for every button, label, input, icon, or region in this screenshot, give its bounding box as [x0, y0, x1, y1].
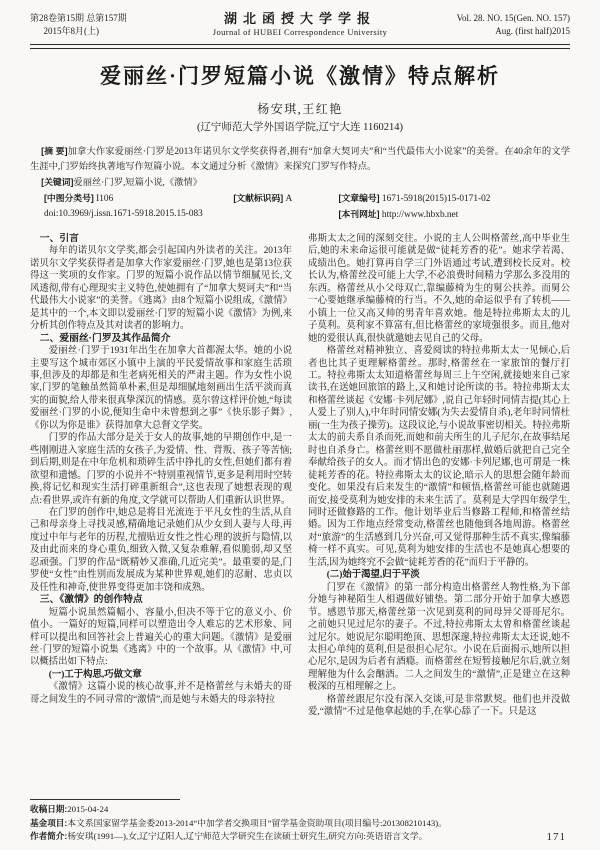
- journal-website: [本刊网址] http://www.hbxb.net: [338, 209, 459, 220]
- subsection-heading-2: (二)始于渴望,归于平淡: [326, 570, 420, 581]
- paragraph: 门罗在《激情》的第一部分构造出格蕾丝人物性格,为下部分她与神秘陌生人相遇做好铺垫。第二部分开始于加拿大感恩节。感恩节那天,格蕾丝第一次见到莫利的同母异父哥哥尼尔。之前她只见过尼尔的妻子。不过,特拉弗斯太太曾和格蕾丝谈起过尼尔。她说尼尔聪明绝顶、思想深邃,特拉弗斯太太还说,她不太担心单纯的莫利,但是很担心尼尔。小说在后面揭示,她所以担心尼尔,是因为后者有酒瘾。而格蕾丝在短暂接触尼尔后,就立刻理解他为什么会酗酒。二人之间发生的“激情”,正是建立在这种极深的互相理解之上。: [308, 582, 570, 693]
- affiliation: (辽宁师范大学外国语学院,辽宁大连 1160214): [196, 122, 404, 133]
- paragraph-continuation: 弗斯太太之间的深刻交往。小说的主人公叫格蕾丝,高中毕业生后,她的未来命运很可能就是做“徒耗芳香的花”。她求学若渴、成绩出色。她打算再自学三门外语通过考试,遭到校长反对。校长认为,格蕾丝没可能上大学,不必浪费时间精力学那么多没用的东西。格蕾丝从小父母双亡,靠编藤椅为生的舅公扶养。而舅公一心要她继承编藤椅的行当。不久,她的命运似乎有了转机——小镇上一位又高又帅的男青年喜欢她。他是特拉弗斯太太的儿子莫利。莫利家不算富有,但比格蕾丝的家境强很多。而且,他对她的爱很认真,很快就邀她去见自己的父母。: [308, 234, 570, 344]
- article-id: [文章编号] 1671-5918(2015)15-0171-02: [338, 193, 491, 204]
- journal-name-english: Journal of HUBEI Correspondence University: [212, 27, 388, 37]
- section-heading-1: 一、引言: [39, 233, 79, 244]
- volume-issue: 第28卷第15期 总第157期: [30, 13, 127, 23]
- issue-info-english: [405, 12, 570, 38]
- volume-issue-english: Vol. 28. NO. 15(Gen. NO. 157): [456, 13, 570, 23]
- paragraph: 《激情》这篇小说的核心故事,并不是格蕾丝与未婚夫的哥哥之间发生的不同寻常的“激情”,而是她与未婚夫的母亲特拉: [30, 682, 292, 705]
- right-column: [308, 233, 570, 793]
- paragraph: 在门罗的创作中,她总是将目光流连于平凡女性的生活,从自己和母亲身上寻找灵感,精确地记录她们从少女到人妻与人母,再度过中年与老年的历程,尤擅贴近女性之性心理的波折与隐情,以及由此而来的身心重负,细致入微,又复杂难解,看似脆弱,却又坚忍顽强。门罗的作品“既精妙又准确,几近完美”。最重要的是,门罗使“女性”由性别而发展成为某种世界观,她们的忍耐、忠贞以及任性和神奇,使世界变得更加丰饶和成熟。: [30, 507, 292, 593]
- footnote-divider: [30, 799, 180, 800]
- paragraph: 门罗的作品大部分是关于女人的故事,她的早期创作中,是一些刚刚进入家庭生活的女孩子,为爱情、性、背叛、孩子等苦恼;到后期,则是在中年危机和琐碎生活中挣扎的女性,但她们都有着欲望和遗憾。门罗的小说并不“特别重视情节,更多是利用时空转换,将记忆和现实生活打碎重新组合”,这也表现了她想表现的观点:看世界,或许有新的角度,文学就可以帮助人们重新认识世界。: [30, 433, 292, 506]
- section-heading-2: 二、爱丽丝·门罗及其作品简介: [39, 332, 171, 344]
- paragraph: 短篇小说虽然篇幅小、容量小,但决不等于它的意义小、价值小。一篇好的短篇,同样可以塑造出令人难忘的艺术形象、同样可以提出和回答社会上普遍关心的重大问题。《激情》是爱丽丝·门罗的短篇小说集《逃离》中的一个故事。从《激情》中,可以概括出如下特点:: [30, 607, 292, 668]
- paragraph: 格蕾丝对精神独立、喜爱阅读的特拉弗斯太太一见倾心,后者也比其子更理解格蕾丝。那时,格蕾丝在一家旅馆的餐厅打工。特拉弗斯太太知道格蕾丝每周三上午空闲,就接她来自己家读书,在送她回旅馆的路上,又和她讨论所读的书。特拉弗斯太太和格蕾丝谈起《安娜·卡列尼娜》,说自己年轻时同情吉提(其心上人爱上了别人),中年时同情安娜(为失去爱情自杀),老年时同情杜丽(一生为孩子操劳)。这段议论,与小说故事密切相关。特拉弗斯太太的前夫系自杀而死,而她和前夫所生的儿子尼尔,在故事结尾时也自杀身亡。格蕾丝则不愿做杜丽那样,做婚后就把自己完全奉献给孩子的女人。而才情出色的安娜·卡列尼娜,也可谓是一株徒耗芳香的花。特拉弗斯太太的议论,暗示人的思想会随年龄而变化。如果没有后来发生的“激情”和顿悟,格蕾丝可能也就随遇而安,接受莫利为她安排的未来生活了。莫利是大学四年级学生,同时还做修路的工作。他计划毕业后当修路工程师,和格蕾丝结婚。因为工作地点经常变动,格蕾丝也随他到各地周游。格蕾丝对“旅游”的生活感到几分兴奋,可又觉得那种生活不真实,像编藤椅一样不真实。可见,莫利为她安排的生活也不是她真心想要的生活,因为她终究不会做“徒耗芳香的花”而归于平静的。: [308, 346, 570, 568]
- authors: 杨安琪,王红艳: [257, 102, 343, 116]
- left-column: [30, 233, 292, 793]
- doi: doi:10.3969/j.issn.1671-5918.2015.15-083: [44, 209, 203, 219]
- running-head: [30, 12, 570, 39]
- footnotes: [30, 799, 570, 844]
- abstract-section: [30, 144, 570, 223]
- fund-project: 基金项目:本文系国家留学基金委2013-2014“中加学者交换项目”留学基金资助项目(项目编号:201308210143)。: [30, 817, 447, 828]
- page-number: 171: [546, 831, 566, 843]
- journal-name: 湖北函授大学学报: [223, 11, 376, 26]
- clc-number: [中图分类号] I106: [44, 193, 114, 204]
- section-heading-3: 三、《激情》的创作特点: [39, 594, 143, 606]
- journal-title-block: [195, 12, 405, 39]
- paragraph: 每年的诺贝尔文学奖,都会引起国内外读者的关注。2013年诺贝尔文学奖获得者是加拿大作家爱丽丝·门罗,她也是第13位获得这一奖项的女作家。门罗的短篇小说作品以情节细腻见长,文风透彻,带有心理现实主义特色,使她拥有了“加拿大契诃夫”和“当代最伟大小说家”的美誉。《逃离》由8个短篇小说组成,《激情》是其中的一个,本文即以爱丽丝·门罗的短篇小说《激情》为例,来分析其创作特点及其对读者的影响力。: [30, 246, 292, 332]
- keywords-label: [关键词]: [41, 177, 74, 187]
- header-divider: [30, 44, 570, 49]
- abstract-label: [摘 要]: [41, 146, 68, 156]
- abstract-text: 加拿大作家爱丽丝·门罗是2013年诺贝尔文学奖获得者,拥有“加拿大契诃夫”和“当代最伟大小说家”的美誉。在40余年的文学生涯中,门罗始终执著地写作短篇小说。本文通过分析《激情》来探究门罗写作特点。: [30, 147, 570, 172]
- author-bio: 作者简介:杨安琪(1991—),女,辽宁辽阳人,辽宁师范大学研究生在读硕士研究生,研究方向:英语语言文学。: [30, 831, 428, 841]
- document-code: [文献标识码] A: [233, 193, 293, 204]
- article-body: [30, 233, 570, 793]
- keywords: [30, 175, 570, 191]
- subsection-heading-1: (一)工于构思,巧做文章: [48, 669, 142, 680]
- classification-row: [30, 191, 570, 207]
- doi-row: [30, 207, 570, 223]
- issue-date-english: Aug. (first half)2015: [495, 26, 570, 36]
- keywords-text: 爱丽丝·门罗,短篇小说,《激情》: [73, 178, 203, 188]
- issue-date: 2015年8月(上): [43, 26, 99, 36]
- issue-info: [30, 12, 195, 38]
- abstract: [30, 144, 570, 175]
- received-date: 收稿日期:2015-04-24: [30, 804, 109, 814]
- article-title: 爱丽丝·门罗短篇小说《激情》特点解析: [99, 64, 500, 88]
- paragraph: 格蕾丝跟尼尔没有深入交谈,可是非常默契。他们也并没做爱,“激情”不过是他拿起她的手,在掌心舔了一下。只是这: [308, 694, 570, 718]
- paragraph: 爱丽丝·门罗于1931年出生在加拿大首都渥太华。她的小说主要写这个城市郊区小镇中上演的平民爱情故事和家庭生活琐事,但涉及的却都是和生老病死相关的严肃主题。作为女性小说家,门罗的笔触虽然简单朴素,但是却细腻地刻画出生活平淡而真实的面貌,给人带来很真挚深沉的情感。莫尔曾这样评价她,“每读爱丽丝·门罗的小说,便知生命中未曾想到之事”《快乐影子舞》,《你以为你是谁》获得加拿大总督文学奖。: [30, 346, 292, 431]
